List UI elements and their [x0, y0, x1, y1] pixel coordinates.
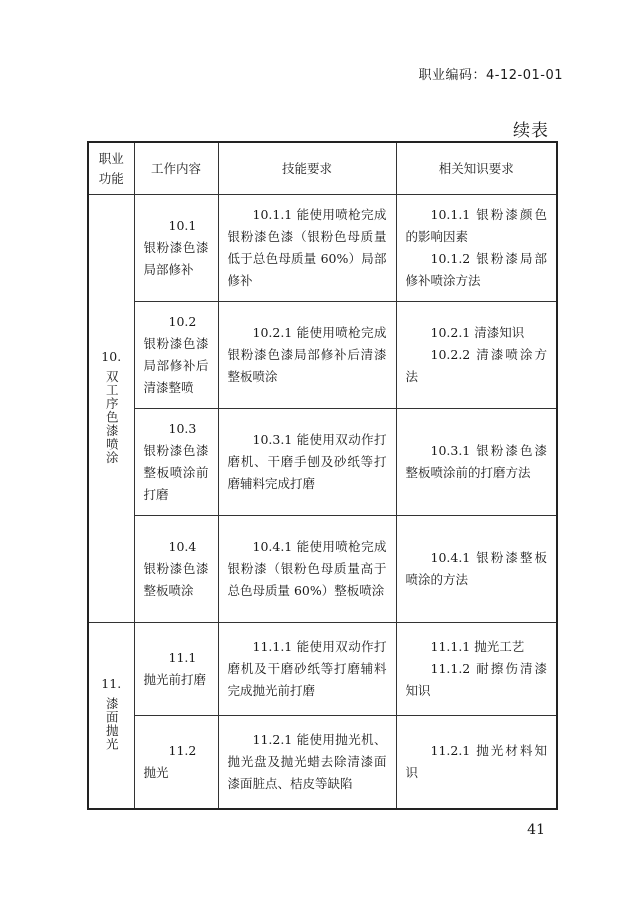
- header-work: 工作内容: [134, 142, 218, 195]
- work-content-cell: 10.4 银粉漆色漆整板喷涂: [134, 516, 218, 623]
- work-content-cell: 11.2 抛光: [134, 716, 218, 809]
- function-name: 双工序色漆喷涂: [104, 369, 120, 465]
- knowledge-item: 10.4.1 银粉漆整板喷涂的方法: [405, 550, 547, 587]
- work-content-cell: 10.2 银粉漆色漆局部修补后清漆整喷: [134, 302, 218, 409]
- table-row: [88, 302, 557, 409]
- header-skill: 技能要求: [218, 142, 396, 195]
- knowledge-cell: [396, 623, 557, 716]
- work-content-cell: 10.3 银粉漆色漆整板喷涂前打磨: [134, 409, 218, 516]
- function-cell-11: [88, 623, 134, 809]
- page-number: 41: [527, 822, 545, 838]
- table-row: [88, 409, 557, 516]
- skill-requirement-cell: 11.1.1 能使用双动作打磨机及干磨砂纸等打磨辅料完成抛光前打磨: [218, 623, 396, 716]
- table-row: [88, 516, 557, 623]
- function-cell-10: [88, 195, 134, 623]
- table-row: [88, 623, 557, 716]
- knowledge-item: 11.1.2 耐擦伤清漆知识: [405, 661, 547, 698]
- header-function: 职业功能: [88, 142, 134, 195]
- work-content-cell: 11.1 抛光前打磨: [134, 623, 218, 716]
- skill-requirement-cell: 10.4.1 能使用喷枪完成银粉漆（银粉色母质量高于总色母质量 60%）整板喷涂: [218, 516, 396, 623]
- skill-requirement-cell: 11.2.1 能使用抛光机、抛光盘及抛光蜡去除清漆面漆面脏点、桔皮等缺陷: [218, 716, 396, 809]
- table-header-row: [88, 142, 557, 195]
- knowledge-item: 10.3.1 银粉漆色漆整板喷涂前的打磨方法: [405, 443, 547, 480]
- occupation-code: 职业编码：4-12-01-01: [418, 68, 563, 83]
- knowledge-cell: [396, 302, 557, 409]
- skill-requirement-cell: 10.1.1 能使用喷枪完成银粉漆色漆（银粉色母质量低于总色母质量 60%）局部修补: [218, 195, 396, 302]
- function-number: 11.: [101, 675, 122, 691]
- skill-requirement-cell: 10.2.1 能使用喷枪完成银粉漆色漆局部修补后清漆整板喷涂: [218, 302, 396, 409]
- knowledge-item: 10.1.1 银粉漆颜色的影响因素: [405, 207, 547, 244]
- knowledge-cell: [396, 409, 557, 516]
- table-row: [88, 195, 557, 302]
- function-number: 10.: [101, 348, 122, 364]
- knowledge-cell: [396, 516, 557, 623]
- knowledge-cell: [396, 195, 557, 302]
- knowledge-item: 10.2.2 清漆喷涂方法: [405, 347, 547, 384]
- header-knowledge: 相关知识要求: [396, 142, 557, 195]
- table-row: [88, 716, 557, 809]
- continued-table-label: 续表: [513, 121, 549, 141]
- knowledge-item: 10.2.1 清漆知识: [430, 325, 525, 340]
- knowledge-cell: [396, 716, 557, 809]
- knowledge-item: 11.1.1 抛光工艺: [430, 639, 525, 654]
- knowledge-item: 11.2.1 抛光材料知识: [405, 742, 547, 780]
- work-content-cell: 10.1 银粉漆色漆局部修补: [134, 195, 218, 302]
- function-name: 漆面抛光: [104, 696, 120, 751]
- skill-requirement-cell: 10.3.1 能使用双动作打磨机、干磨手刨及砂纸等打磨辅料完成打磨: [218, 409, 396, 516]
- knowledge-item: 10.1.2 银粉漆局部修补喷涂方法: [405, 251, 547, 288]
- skills-table: [87, 141, 558, 810]
